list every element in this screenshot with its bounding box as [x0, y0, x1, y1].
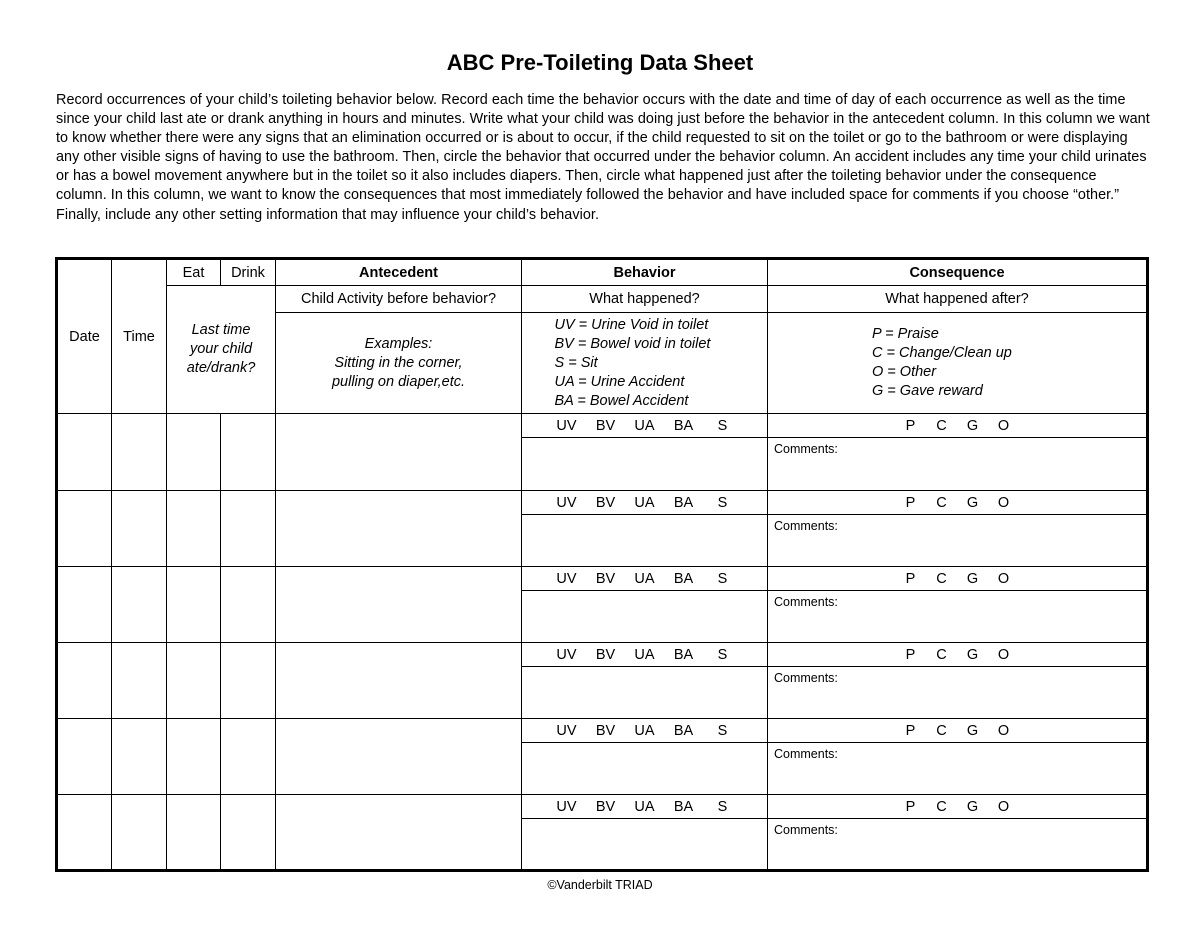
date-entry[interactable] — [57, 795, 112, 871]
behavior-code[interactable]: BA — [673, 494, 694, 511]
behavior-notes-entry[interactable] — [522, 819, 768, 871]
behavior-code[interactable]: S — [717, 417, 728, 434]
behavior-code[interactable]: UA — [634, 494, 655, 511]
behavior-legend-s: S = Sit — [554, 354, 598, 371]
behavior-legend — [555, 316, 735, 411]
behavior-notes-entry[interactable] — [522, 438, 768, 491]
consequence-code[interactable]: O — [997, 722, 1010, 739]
consequence-codes — [768, 567, 1148, 591]
comments-field[interactable] — [768, 591, 1148, 643]
behavior-code[interactable]: BA — [673, 646, 694, 663]
last-time-cell — [167, 286, 276, 414]
entry-row — [57, 567, 1148, 591]
behavior-subheader: What happened? — [522, 286, 768, 313]
time-entry[interactable] — [112, 491, 167, 567]
behavior-notes-entry[interactable] — [522, 743, 768, 795]
behavior-notes-entry[interactable] — [522, 667, 768, 719]
consequence-codes — [768, 414, 1148, 438]
consequence-code[interactable]: C — [936, 646, 947, 663]
antecedent-examples — [276, 313, 522, 414]
drink-entry[interactable] — [221, 795, 276, 871]
time-entry[interactable] — [112, 795, 167, 871]
eat-entry[interactable] — [167, 567, 221, 643]
behavior-code[interactable]: UV — [556, 646, 577, 663]
comments-field[interactable] — [768, 743, 1148, 795]
behavior-code[interactable]: BV — [595, 722, 616, 739]
time-entry[interactable] — [112, 414, 167, 491]
behavior-codes — [522, 795, 768, 819]
consequence-code[interactable]: G — [966, 798, 979, 815]
behavior-code[interactable]: S — [717, 646, 728, 663]
antecedent-entry[interactable] — [276, 491, 522, 567]
behavior-code[interactable]: BV — [595, 417, 616, 434]
time-entry[interactable] — [112, 719, 167, 795]
comments-field[interactable] — [768, 819, 1148, 871]
drink-entry[interactable] — [221, 719, 276, 795]
antecedent-entry[interactable] — [276, 414, 522, 491]
drink-header: Drink — [221, 259, 276, 286]
entry-row — [57, 643, 1148, 667]
data-sheet-table — [55, 257, 1149, 872]
date-entry[interactable] — [57, 567, 112, 643]
consequence-codes — [768, 643, 1148, 667]
consequence-code[interactable]: G — [966, 570, 979, 587]
behavior-code[interactable]: BV — [595, 798, 616, 815]
behavior-code[interactable]: UA — [634, 798, 655, 815]
antecedent-entry[interactable] — [276, 643, 522, 719]
consequence-subheader: What happened after? — [768, 286, 1148, 313]
time-entry[interactable] — [112, 643, 167, 719]
behavior-code[interactable]: S — [717, 798, 728, 815]
behavior-code[interactable]: S — [717, 570, 728, 587]
behavior-code[interactable]: BA — [673, 798, 694, 815]
behavior-legend-ba: BA = Bowel Accident — [554, 392, 689, 409]
drink-entry[interactable] — [221, 643, 276, 719]
eat-entry[interactable] — [167, 643, 221, 719]
consequence-code[interactable]: C — [936, 722, 947, 739]
eat-header: Eat — [167, 259, 221, 286]
eat-entry[interactable] — [167, 795, 221, 871]
behavior-code[interactable]: S — [717, 722, 728, 739]
examples-line-2: pulling on diaper,etc. — [331, 373, 465, 390]
comments-label: Comments: — [774, 595, 838, 609]
behavior-notes-entry[interactable] — [522, 515, 768, 567]
consequence-code[interactable]: C — [936, 494, 947, 511]
consequence-codes — [768, 719, 1148, 743]
consequence-codes — [768, 491, 1148, 515]
date-entry[interactable] — [57, 491, 112, 567]
comments-label: Comments: — [774, 442, 838, 456]
time-entry[interactable] — [112, 567, 167, 643]
consequence-code[interactable]: G — [966, 417, 979, 434]
consequence-legend-p: P = Praise — [872, 326, 939, 342]
consequence-legend — [872, 325, 1042, 401]
entry-row — [57, 795, 1148, 819]
consequence-legend-cell — [768, 313, 1148, 414]
comments-label: Comments: — [774, 747, 838, 761]
last-time-label: Last time your child ate/drank? — [186, 322, 256, 376]
antecedent-entry[interactable] — [276, 719, 522, 795]
entry-row — [57, 719, 1148, 743]
consequence-code[interactable]: O — [997, 570, 1010, 587]
behavior-code[interactable]: UV — [556, 417, 577, 434]
entry-row — [57, 414, 1148, 438]
consequence-code[interactable]: P — [905, 417, 916, 434]
behavior-code[interactable]: UV — [556, 570, 577, 587]
behavior-codes — [522, 491, 768, 515]
date-entry[interactable] — [57, 719, 112, 795]
consequence-code[interactable]: O — [997, 646, 1010, 663]
behavior-code[interactable]: UA — [634, 646, 655, 663]
behavior-code[interactable]: BV — [595, 494, 616, 511]
behavior-codes — [522, 414, 768, 438]
consequence-header: Consequence — [768, 259, 1148, 286]
eat-entry[interactable] — [167, 414, 221, 491]
behavior-code[interactable]: UA — [634, 570, 655, 587]
drink-entry[interactable] — [221, 414, 276, 491]
behavior-legend-ua: UA = Urine Accident — [554, 373, 685, 390]
consequence-code[interactable]: P — [905, 570, 916, 587]
antecedent-subheader: Child Activity before behavior? — [276, 286, 522, 313]
behavior-codes — [522, 719, 768, 743]
behavior-codes — [522, 643, 768, 667]
behavior-code[interactable]: UA — [634, 722, 655, 739]
consequence-code[interactable]: G — [966, 494, 979, 511]
behavior-legend-bv: BV = Bowel void in toilet — [554, 335, 711, 352]
consequence-code[interactable]: O — [997, 798, 1010, 815]
consequence-code[interactable]: G — [966, 646, 979, 663]
footer-copyright: ©Vanderbilt TRIAD — [547, 878, 653, 892]
consequence-codes — [768, 795, 1148, 819]
consequence-code[interactable]: P — [905, 722, 916, 739]
behavior-code[interactable]: BV — [595, 570, 616, 587]
behavior-legend-uv: UV = Urine Void in toilet — [554, 316, 709, 333]
comments-field[interactable] — [768, 438, 1148, 491]
consequence-code[interactable]: G — [966, 722, 979, 739]
consequence-legend-c: C = Change/Clean up — [872, 345, 1012, 361]
time-header: Time — [112, 259, 167, 414]
antecedent-entry[interactable] — [276, 795, 522, 871]
consequence-legend-g: G = Gave reward — [872, 383, 983, 399]
date-entry[interactable] — [57, 643, 112, 719]
behavior-legend-cell — [522, 313, 768, 414]
consequence-legend-o: O = Other — [872, 364, 937, 380]
drink-entry[interactable] — [221, 567, 276, 643]
comments-label: Comments: — [774, 823, 838, 837]
page-title: ABC Pre-Toileting Data Sheet — [446, 50, 754, 75]
comments-field[interactable] — [768, 515, 1148, 567]
antecedent-header: Antecedent — [276, 259, 522, 286]
consequence-code[interactable]: P — [905, 798, 916, 815]
behavior-code[interactable]: UV — [556, 494, 577, 511]
behavior-code[interactable]: S — [717, 494, 728, 511]
behavior-code[interactable]: UA — [634, 417, 655, 434]
examples-label: Examples: — [364, 335, 433, 352]
behavior-header: Behavior — [522, 259, 768, 286]
consequence-code[interactable]: C — [936, 417, 947, 434]
behavior-codes — [522, 567, 768, 591]
consequence-code[interactable]: O — [997, 417, 1010, 434]
date-entry[interactable] — [57, 414, 112, 491]
instructions: Record occurrences of your child’s toileting behavior below. Record each time the behavior occurs with the date and time of day of each occurrence as well as the time since your child last ate or drank anything in hours and minutes. Write what your child was doing just before the behavior in the antecedent column. In this column we want to know whether there were any signs that an elimination occurred or is about to occur, if the child requested to sit on the toilet or go to the bathroom or were displaying any other visible signs of having to use the bathroom. Then, circle the behavior that occurred under the behavior column. An accident includes any time your child urinates or has a bowel movement anywhere but in the toilet so it also includes diapers. Then, circle what happened just after the toileting behavior under the consequence column. In this column, we want to know the consequences that most immediately followed the behavior and have included space for comments if you choose “other.” Finally, include any other setting information that may influence your child’s behavior. — [56, 92, 1150, 223]
comments-label: Comments: — [774, 519, 838, 533]
behavior-code[interactable]: BA — [673, 570, 694, 587]
behavior-code[interactable]: BA — [673, 722, 694, 739]
consequence-code[interactable]: C — [936, 570, 947, 587]
entry-row — [57, 491, 1148, 515]
behavior-code[interactable]: UV — [556, 722, 577, 739]
comments-label: Comments: — [774, 671, 838, 685]
behavior-code[interactable]: BA — [673, 417, 694, 434]
consequence-code[interactable]: P — [905, 494, 916, 511]
drink-entry[interactable] — [221, 491, 276, 567]
antecedent-entry[interactable] — [276, 567, 522, 643]
examples-line-1: Sitting in the corner, — [334, 354, 463, 371]
eat-entry[interactable] — [167, 491, 221, 567]
behavior-notes-entry[interactable] — [522, 591, 768, 643]
eat-entry[interactable] — [167, 719, 221, 795]
behavior-code[interactable]: BV — [595, 646, 616, 663]
comments-field[interactable] — [768, 667, 1148, 719]
behavior-code[interactable]: UV — [556, 798, 577, 815]
consequence-code[interactable]: P — [905, 646, 916, 663]
date-header: Date — [57, 259, 112, 414]
consequence-code[interactable]: O — [997, 494, 1010, 511]
consequence-code[interactable]: C — [936, 798, 947, 815]
